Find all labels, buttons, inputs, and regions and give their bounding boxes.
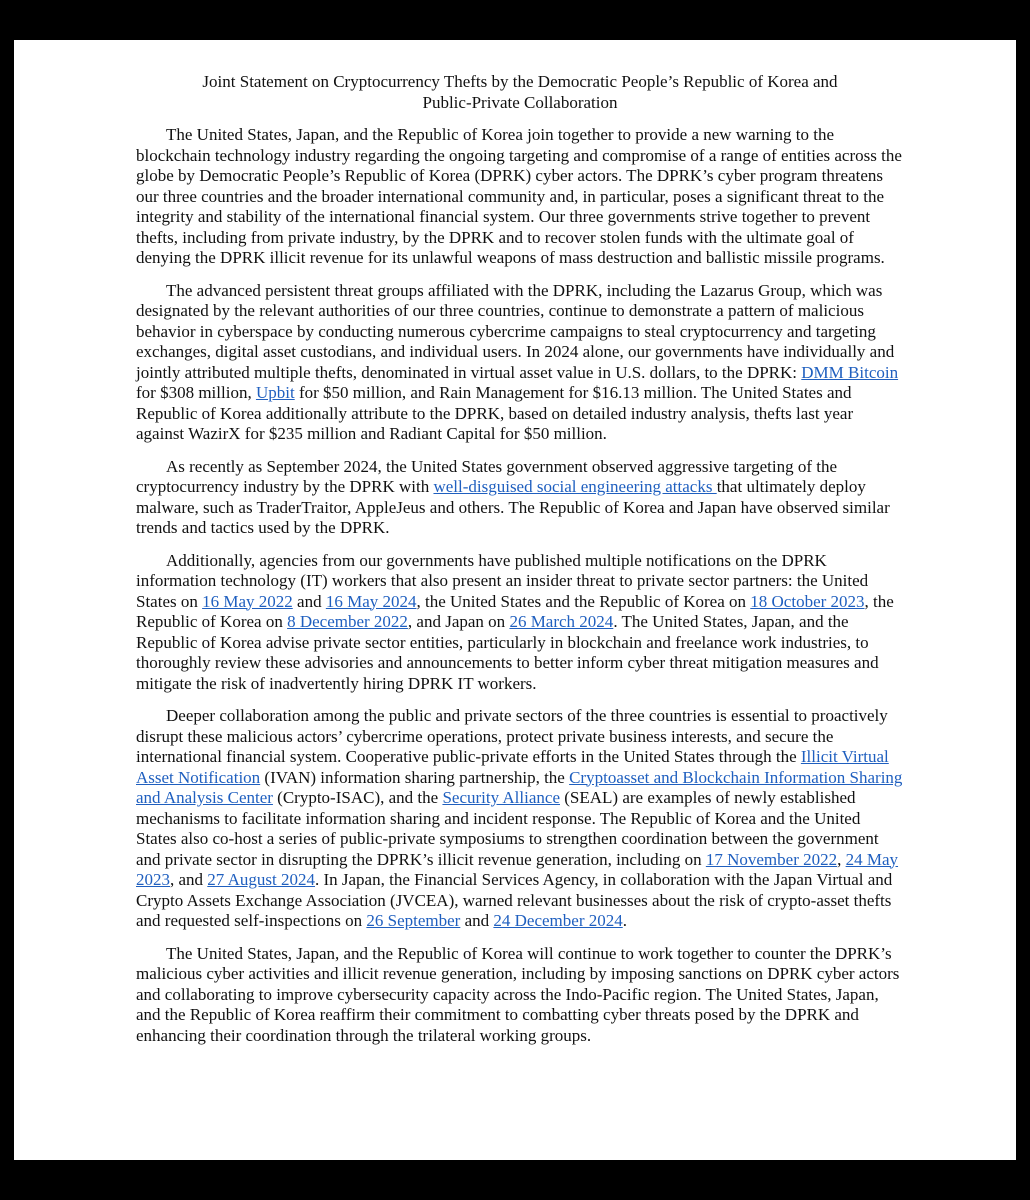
p5-text-2: (IVAN) information sharing partnership, the — [260, 767, 570, 787]
link-26-september[interactable]: 26 September — [366, 911, 461, 930]
link-26-march-2024[interactable]: 26 March 2024 — [509, 612, 614, 631]
p4-text-1: Additionally, agencies from our governments have published multiple notifications on the DPRK information technology (IT) workers that also present an insider threat to private sector partners: the United States on — [136, 550, 869, 611]
paragraph-3 — [136, 457, 904, 539]
p3-text-2: that ultimately deploy malware, such as TraderTraitor, AppleJeus and others. The Republic of Korea and Japan have observed similar trends and tactics used by the DPRK. — [136, 477, 890, 537]
link-8-december-2022[interactable]: 8 December 2022 — [287, 612, 408, 631]
link-ivan[interactable]: Illicit Virtual Asset Notification — [136, 747, 889, 787]
paragraph-6: The United States, Japan, and the Republic of Korea will continue to work together to counter the DPRK’s malicious cyber activities and illicit revenue generation, including by imposing sanctions on DPRK cyber actors and collaborating to improve cybersecurity capacity across the Indo-Pacific region. The United States, Japan, and the Republic of Korea reaffirm their commitment to combatting cyber threats posed by the DPRK and enhancing their coordination through the trilateral working groups. — [136, 943, 900, 1045]
document-page — [14, 40, 1016, 1160]
p5-text-3: (Crypto-ISAC), and the — [272, 788, 443, 807]
p2-text-3: for $50 million, and Rain Management for $16.13 million. The United States and Republic of Korea additionally attribute to the DPRK, based on detailed industry analysis, thefts last year against WazirX for $235 million and Radiant Capital for $50 million. — [136, 383, 854, 443]
document-title — [136, 72, 904, 113]
p2-text-1: The advanced persistent threat groups affiliated with the DPRK, including the Lazarus Group, which was designated by the relevant authorities of our three countries, continue to demonstrate a pattern of malicious behavior in cyberspace by conducting numerous cybercrime campaigns to steal cryptocurrency and targeting exchanges, digital asset custodians, and individual users. In 2024 alone, our governments have individually and jointly attributed multiple thefts, denominated in virtual asset value in U.S. dollars, to the DPRK: — [136, 280, 895, 382]
link-security-alliance[interactable]: Security Alliance — [442, 788, 560, 807]
link-17-november-2022[interactable]: 17 November 2022 — [705, 849, 838, 869]
p4-text-3: , the United States and the Republic of Korea on — [416, 591, 751, 611]
link-upbit[interactable]: Upbit — [255, 383, 295, 402]
link-16-may-2022[interactable]: 16 May 2022 — [202, 591, 293, 611]
p5-text-6: , and — [170, 870, 208, 889]
p5-text-4: (SEAL) are examples of newly established mechanisms to facilitate information sharing and incident response. The Republic of Korea and the United States also co-host a series of public-private symposiums to strengthen coordination between the government and private sector in disrupting the DPRK’s illicit revenue generation, including on — [136, 788, 879, 869]
link-27-august-2024[interactable]: 27 August 2024 — [207, 870, 315, 889]
title-line-1: Joint Statement on Cryptocurrency Thefts by the Democratic People’s Republic of Korea and — [202, 72, 838, 91]
link-crypto-isac[interactable]: Cryptoasset and Blockchain Information Sharing and Analysis Center — [136, 767, 903, 807]
p4-text-2: and — [292, 591, 326, 611]
link-social-engineering[interactable]: well-disguised social engineering attacks — [433, 477, 717, 496]
link-16-may-2024[interactable]: 16 May 2024 — [325, 591, 417, 611]
p5-text-7: . In Japan, the Financial Services Agency, in collaboration with the Japan Virtual and Crypto Assets Exchange Association (JVCEA), warned relevant businesses about the risk of crypto-asset thefts and requested self-inspections on — [136, 870, 893, 930]
link-24-may-2023[interactable]: 24 May 2023 — [136, 849, 899, 889]
p5-text-8: and — [460, 911, 494, 930]
paragraph-4 — [136, 551, 904, 695]
p4-text-4: , the Republic of Korea on — [136, 591, 894, 631]
p5-text-5: , — [837, 849, 846, 869]
p5-text-1: Deeper collaboration among the public and private sectors of the three countries is essential to proactively disrupt these malicious actors’ cybercrime operations, protect private business interests, and secure the international financial system. Cooperative public-private efforts in the United States through the — [136, 706, 888, 766]
p4-text-5: , and Japan on — [407, 612, 510, 631]
document-body — [136, 72, 904, 1058]
paragraph-5 — [136, 706, 904, 932]
link-dmm-bitcoin[interactable]: DMM Bitcoin — [801, 362, 899, 382]
link-18-october-2023[interactable]: 18 October 2023 — [750, 591, 865, 611]
p5-text-9: . — [622, 911, 627, 930]
paragraph-1: The United States, Japan, and the Republic of Korea join together to provide a new warning to the blockchain technology industry regarding the ongoing targeting and compromise of a range of entities across the globe by Democratic People’s Republic of Korea (DPRK) cyber actors. The DPRK’s cyber program threatens our three countries and the broader international community and, in particular, poses a significant threat to the integrity and stability of the international financial system. Our three governments strive together to prevent thefts, including from private industry, by the DPRK and to recover stolen funds with the ultimate goal of denying the DPRK illicit revenue for its unlawful weapons of mass destruction and ballistic missile programs. — [136, 125, 902, 267]
p2-text-2: for $308 million, — [136, 383, 256, 402]
p3-text-1: As recently as September 2024, the United States government observed aggressive targeting of the cryptocurrency industry by the DPRK with — [136, 456, 838, 496]
link-24-december-2024[interactable]: 24 December 2024 — [493, 911, 623, 930]
p4-text-6: . The United States, Japan, and the Republic of Korea advise private sector entities, particularly in blockchain and freelance work industries, to thoroughly review these advisories and announcements to better inform cyber threat mitigation measures and mitigate the risk of inadvertently hiring DPRK IT workers. — [136, 612, 879, 693]
title-line-2: Public-Private Collaboration — [422, 92, 618, 112]
paragraph-2 — [136, 281, 904, 445]
